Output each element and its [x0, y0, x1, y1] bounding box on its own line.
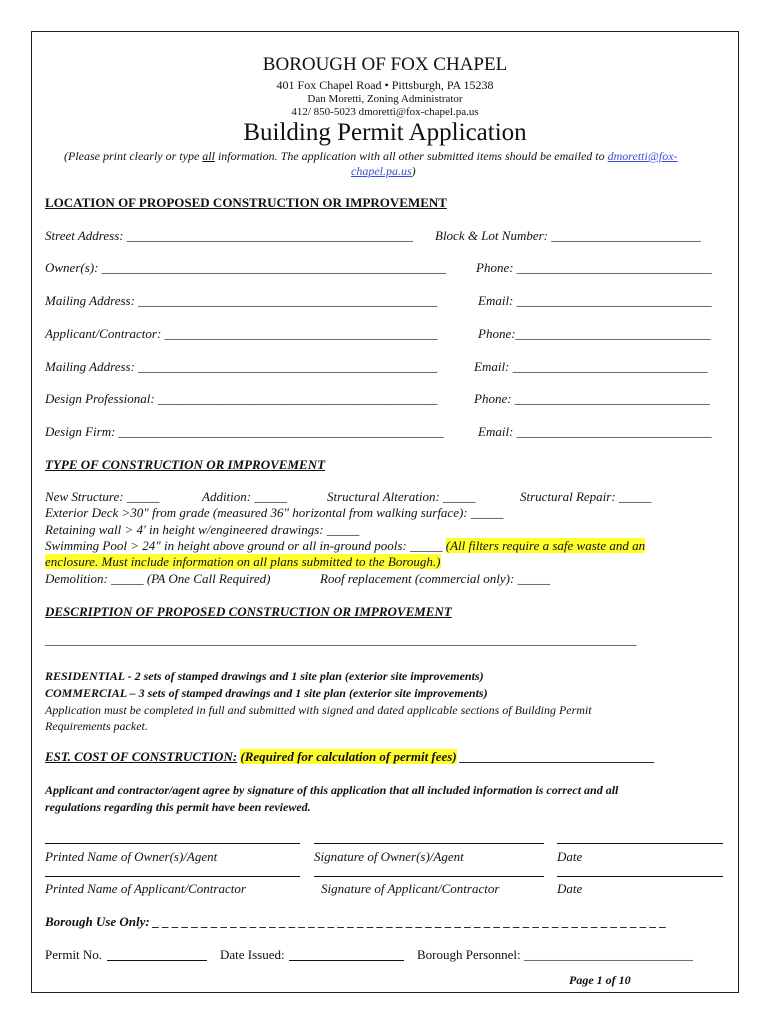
requirements-note-2: Requirements packet. [45, 719, 148, 733]
applicant-phone-field[interactable]: Phone:______________________________ [478, 326, 711, 341]
borough-use-label: Borough Use Only: _ _ _ _ _ _ _ _ _ _ _ _ _ _ _ _ _ _ _ _ _ _ _ _ _ _ _ _ _ _ _ _ _ _ _ _ _ _ _ _ _ _ _ _ _ _ _ _ _ _ _ _ _ [45, 914, 667, 929]
applicant-signature-line[interactable] [314, 876, 544, 877]
location-heading: LOCATION OF PROPOSED CONSTRUCTION OR IMPROVEMENT [45, 195, 447, 210]
applicant-signature-label: Signature of Applicant/Contractor [321, 881, 500, 896]
est-cost-field[interactable]: EST. COST OF CONSTRUCTION: (Required for calculation of permit fees) ______________________________ [45, 749, 655, 764]
owner-signature-line[interactable] [314, 843, 544, 844]
borough-personnel-field[interactable]: Borough Personnel: __________________________ [417, 947, 693, 962]
addition-field[interactable]: Addition: _____ [202, 489, 287, 504]
instructions-line-2: chapel.pa.us) [351, 164, 416, 178]
agreement-line-1: Applicant and contractor/agent agree by signature of this application that all included information is correct and all [45, 783, 619, 797]
exterior-deck-field[interactable]: Exterior Deck >30" from grade (measured 36" horizontal from walking surface): _____ [45, 505, 504, 520]
demolition-field[interactable]: Demolition: _____ (PA One Call Required) [45, 571, 271, 586]
printed-applicant-line[interactable] [45, 876, 300, 877]
date-issued-line[interactable] [289, 960, 404, 961]
design-firm-field[interactable]: Design Firm: __________________________________________________ [45, 424, 444, 439]
printed-applicant-label: Printed Name of Applicant/Contractor [45, 881, 246, 896]
applicant-date-line[interactable] [557, 876, 723, 877]
description-heading: DESCRIPTION OF PROPOSED CONSTRUCTION OR IMPROVEMENT [45, 604, 452, 619]
email-link-cont[interactable]: chapel.pa.us [351, 164, 412, 178]
residential-requirement: RESIDENTIAL - 2 sets of stamped drawings and 1 site plan (exterior site improvements) [45, 669, 484, 683]
contact-info: 412/ 850-5023 dmoretti@fox-chapel.pa.us [291, 106, 479, 118]
agreement-line-2: regulations regarding this permit have been reviewed. [45, 800, 311, 814]
design-firm-email-field[interactable]: Email: ______________________________ [478, 424, 712, 439]
description-line[interactable]: ___________________________________________________________________________________________ [45, 632, 637, 647]
applicant-mailing-address-field[interactable]: Mailing Address: ______________________________________________ [45, 359, 438, 374]
structural-repair-field[interactable]: Structural Repair: _____ [520, 489, 652, 504]
retaining-wall-field[interactable]: Retaining wall > 4' in height w/engineered drawings: _____ [45, 522, 360, 537]
owner-email-field[interactable]: Email: ______________________________ [478, 293, 712, 308]
type-heading: TYPE OF CONSTRUCTION OR IMPROVEMENT [45, 457, 326, 472]
owner-signature-label: Signature of Owner(s)/Agent [314, 849, 464, 864]
block-lot-field[interactable]: Block & Lot Number: _______________________ [435, 228, 701, 243]
printed-owner-line[interactable] [45, 843, 300, 844]
owner-date-line[interactable] [557, 843, 723, 844]
cost-note: (Required for calculation of permit fees) [240, 749, 457, 764]
requirements-note-1: Application must be completed in full and submitted with signed and dated applicable sections of Building Permit [45, 703, 592, 717]
commercial-requirement: COMMERCIAL – 3 sets of stamped drawings and 1 site plan (exterior site improvements) [45, 686, 488, 700]
design-professional-field[interactable]: Design Professional: ___________________________________________ [45, 391, 438, 406]
org-name: BOROUGH OF FOX CHAPEL [262, 54, 508, 75]
swimming-pool-field[interactable]: Swimming Pool > 24" in height above ground or all in-ground pools: _____ (All filters require a safe waste and an [45, 538, 646, 553]
structural-alteration-field[interactable]: Structural Alteration: _____ [327, 489, 476, 504]
owner-date-label: Date [557, 849, 583, 864]
printed-owner-label: Printed Name of Owner(s)/Agent [45, 849, 218, 864]
roof-replacement-field[interactable]: Roof replacement (commercial only): _____ [320, 571, 551, 586]
org-address: 401 Fox Chapel Road • Pittsburgh, PA 15238 [276, 78, 494, 92]
owner-mailing-address-field[interactable]: Mailing Address: ______________________________________________ [45, 293, 438, 308]
page-number: Page 1 of 10 [569, 973, 631, 987]
date-issued-label: Date Issued: [220, 947, 285, 962]
owner-phone-field[interactable]: Phone: ______________________________ [476, 260, 712, 275]
applicant-email-field[interactable]: Email: ______________________________ [474, 359, 708, 374]
permit-no-line[interactable] [107, 960, 207, 961]
pool-filter-note: (All filters require a safe waste and an [445, 538, 646, 553]
form-title: Building Permit Application [243, 119, 527, 146]
applicant-date-label: Date [557, 881, 583, 896]
zoning-admin: Dan Moretti, Zoning Administrator [307, 93, 463, 105]
instructions-line-1: (Please print clearly or type all information. The application with all other submitted items should be emailed to dmoretti@fox- [64, 149, 678, 163]
design-professional-phone-field[interactable]: Phone: ______________________________ [474, 391, 710, 406]
email-link[interactable]: dmoretti@fox- [607, 149, 678, 163]
permit-no-label: Permit No. [45, 947, 103, 962]
pool-filter-note-cont: enclosure. Must include information on all plans submitted to the Borough.) [45, 554, 441, 569]
owner-field[interactable]: Owner(s): _____________________________________________________ [45, 260, 447, 275]
new-structure-field[interactable]: New Structure: _____ [45, 489, 160, 504]
applicant-contractor-field[interactable]: Applicant/Contractor: __________________________________________ [45, 326, 438, 341]
street-address-field[interactable]: Street Address: ____________________________________________ [45, 228, 413, 243]
